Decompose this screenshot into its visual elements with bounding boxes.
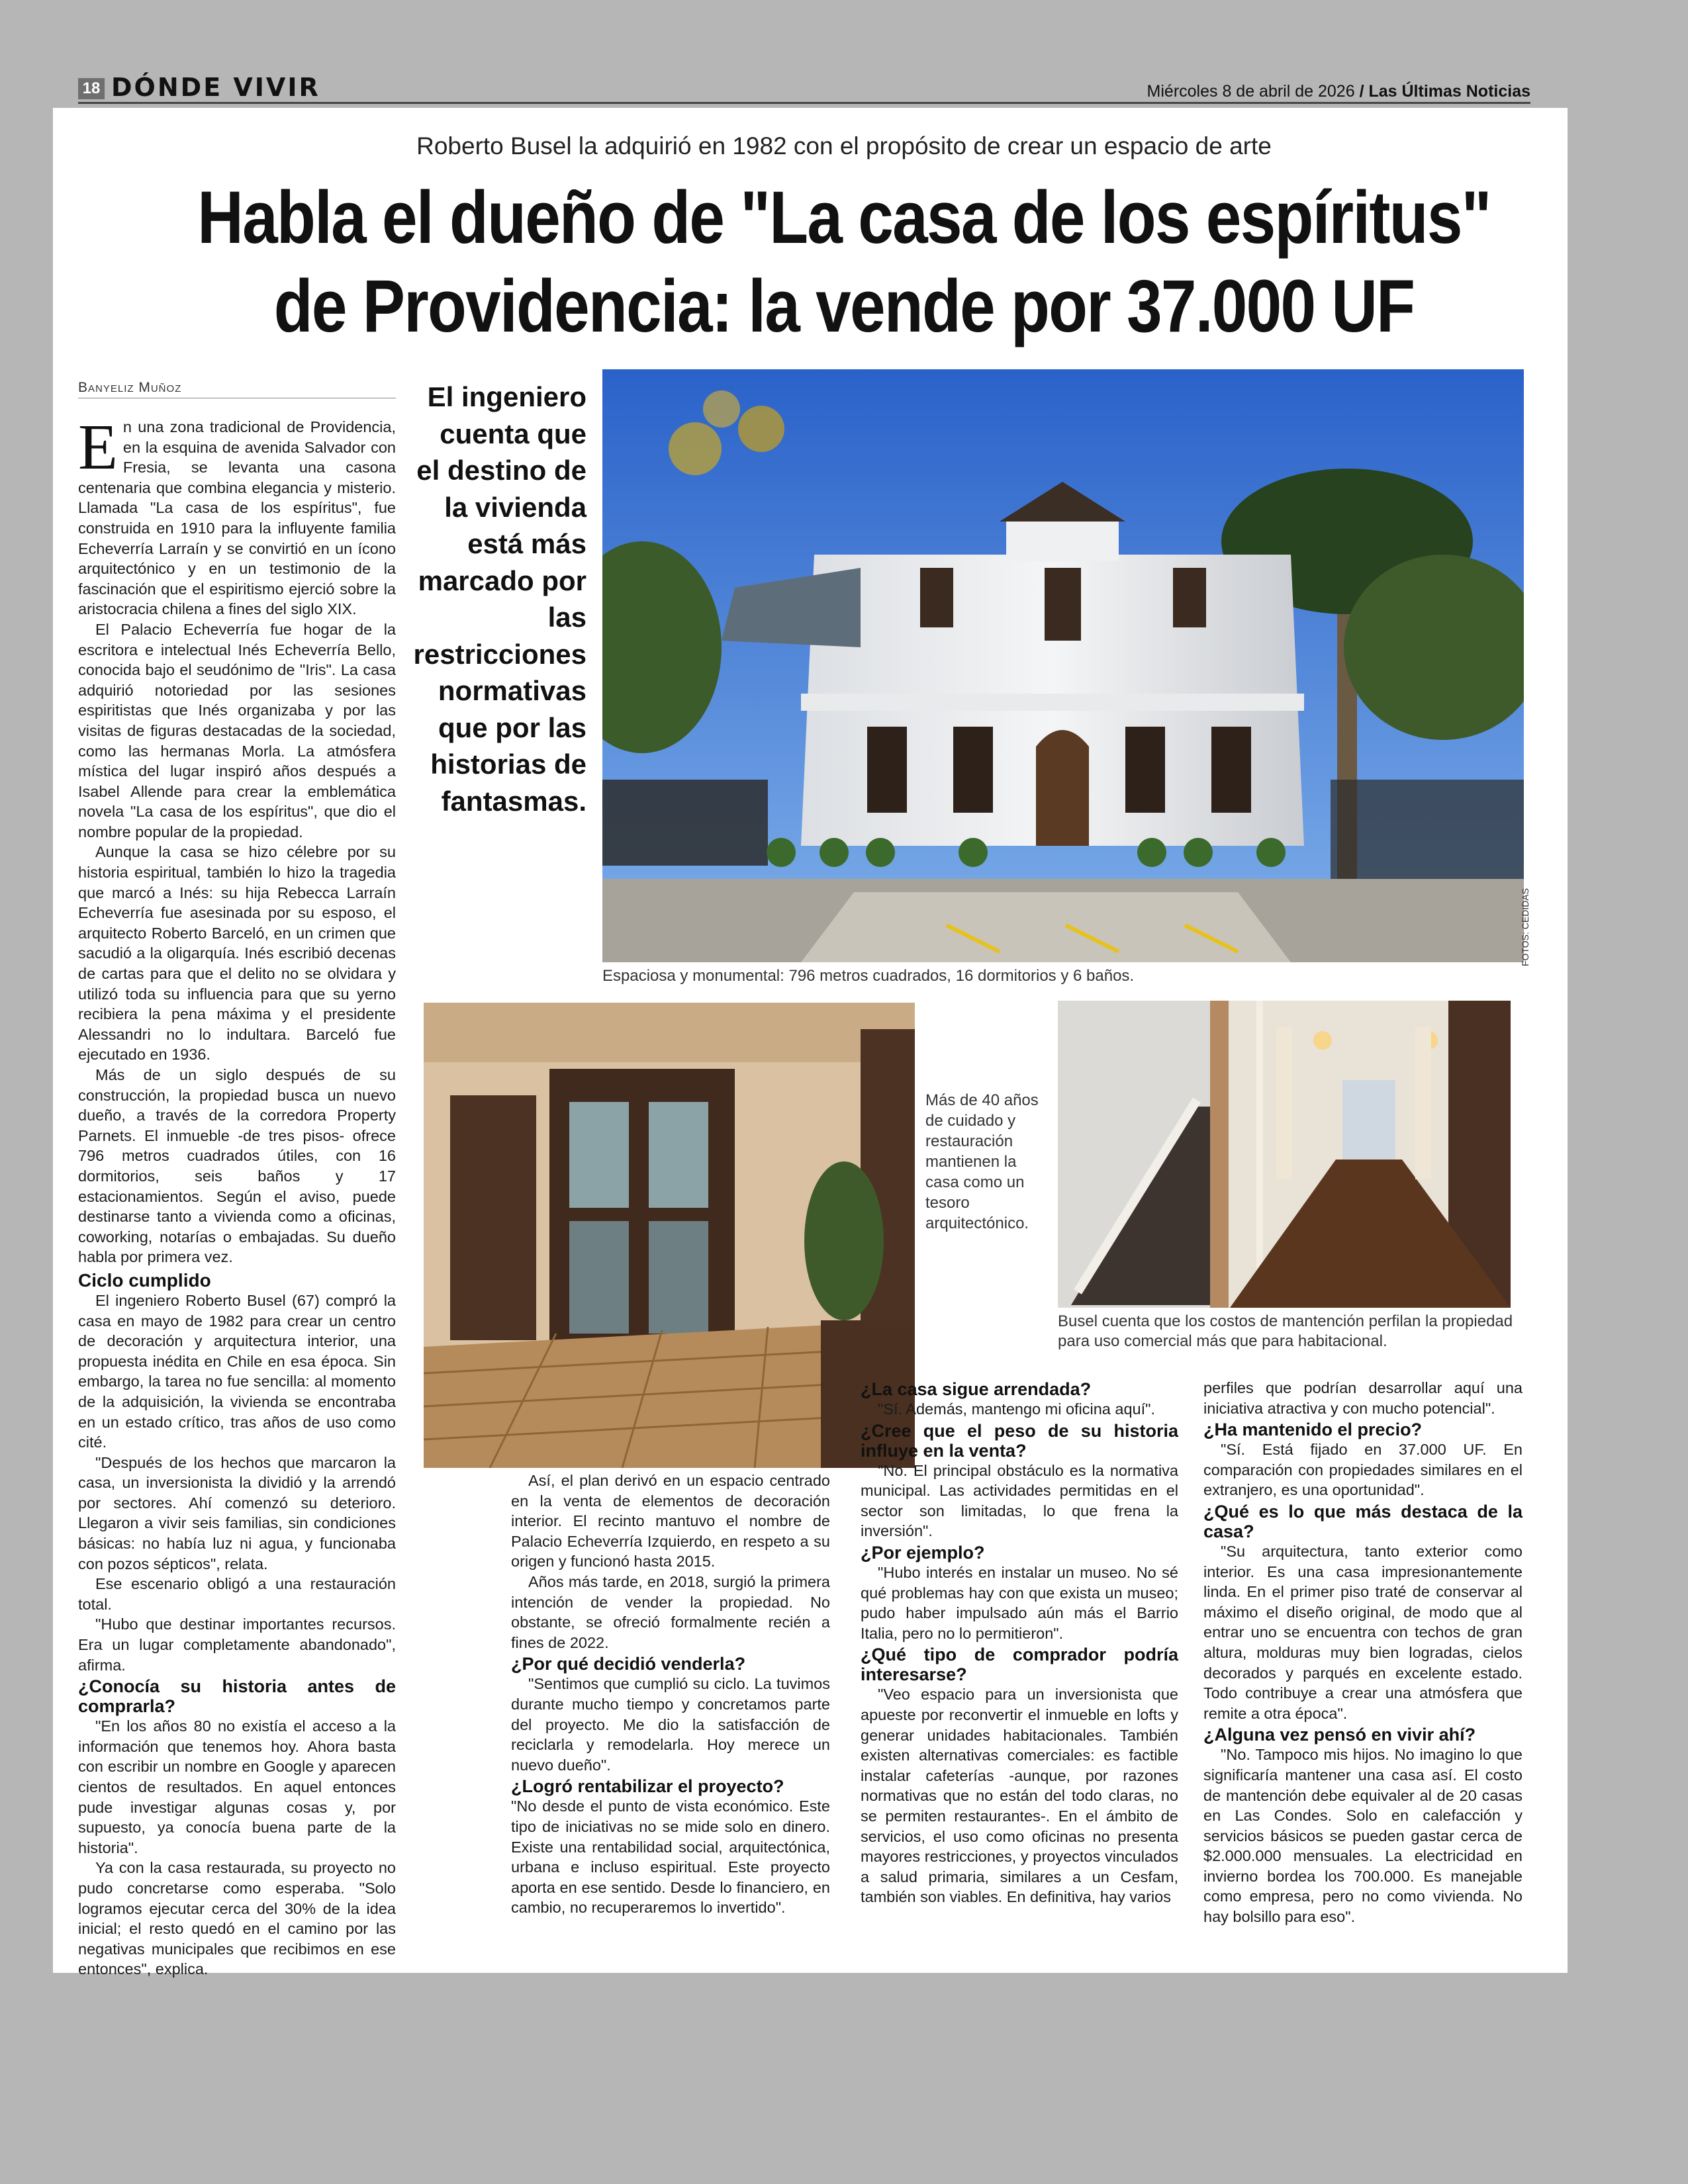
question: ¿Cree que el peso de su historia influye en la venta?	[861, 1420, 1178, 1461]
paragraph: "En los años 80 no existía el acceso a la información que tenemos hoy. Ahora basta con escribir un nombre en Google y aparecen cientos de resultados. En aquel entonces pude investigar algunas cosas y, por supuesto, ya conocía buena parte de la historia".	[78, 1717, 396, 1856]
caption-middle: Más de 40 años de cuidado y restauración mantienen la casa como un tesoro arquitectónico.	[925, 1091, 1039, 1232]
issue-date: Miércoles 8 de abril de 2026	[1147, 82, 1355, 101]
paragraph: El Palacio Echeverría fue hogar de la escritora e intelectual Inés Echeverría Bello, conocida bajo el seudónimo de "Iris". La casa adquirió notoriedad por las sesiones espiritistas que Inés organizaba y por las visitas de figuras destacadas de la sociedad, como las hermanas Morla. La atmósfera mística del lugar inspiró años después a Isabel Allende para crear la emblemática novela "La casa de los espíritus", que dio el nombre popular de la propiedad.	[78, 620, 396, 841]
date-line	[1086, 82, 1530, 101]
answer: perfiles que podrían desarrollar aquí una iniciativa atractiva y con mucho potencial".	[1203, 1379, 1523, 1417]
headline-line-1: Habla el dueño de "La casa de los espíritus"	[197, 176, 1491, 259]
question: ¿Conocía su historia antes de comprarla?	[78, 1676, 396, 1717]
question: ¿Alguna vez pensó en vivir ahí?	[1203, 1725, 1476, 1745]
header-rule	[78, 102, 1530, 104]
paragraph: "Después de los hechos que marcaron la casa, un inversionista la dividió y la arrendó por sectores. Ahí comenzó su deterioro. Llegaron a vivir seis familias, sin condiciones básicas: no había luz ni agua, y funcionaba con pozos sépticos", relata.	[78, 1453, 396, 1572]
question: ¿Qué es lo que más destaca de la casa?	[1203, 1501, 1523, 1541]
date-separator: /	[1359, 82, 1364, 101]
paragraph: Así, el plan derivó en un espacio centrado en la venta de elementos de decoración interior. El recinto mantuvo el nombre de Palacio Echeverría Izquierdo, en respeto a su origen y funcionó hasta 2015.	[511, 1472, 830, 1570]
pull-quote: El ingeniero cuenta que el destino de la vivienda está más marcado por las restricciones normativas que por las historias de fantasmas.	[413, 381, 586, 817]
paragraph: Ese escenario obligó a una restauración total.	[78, 1575, 396, 1613]
section-title: DÓNDE VIVIR	[111, 73, 320, 102]
column-4	[1203, 1378, 1523, 1927]
paragraph: "Hubo que destinar importantes recursos. Era un lugar completamente abandonado", afirma.	[78, 1615, 396, 1674]
answer: "Sentimos que cumplió su ciclo. La tuvimos durante mucho tiempo y concretamos parte del proyecto. Me dio la satisfacción de reciclarla y remodelarla. Hoy merece un nuevo dueño".	[511, 1675, 830, 1774]
question: ¿Ha mantenido el precio?	[1203, 1420, 1423, 1440]
paragraph: Más de un siglo después de su construcción, la propiedad busca un nuevo dueño, a través de la corredora Property Parnets. El inmueble -de tres pisos- ofrece 796 metros cuadrados útiles, con 16 dormitorios, seis baños y 17 estacionamientos. Según el aviso, puede destinarse tanto a vivienda como a oficinas, coworking, notarías o embajadas. Su dueño habla por primera vez.	[78, 1066, 396, 1266]
column-2	[511, 1471, 830, 1918]
answer: "Sí. Está fijado en 37.000 UF. En comparación con propiedades similares en el extranjero, es una oportunidad".	[1203, 1441, 1523, 1499]
photo-credit: FOTOS: CEDIDAS	[1520, 888, 1530, 966]
headline-line-2: de Providencia: la vende por 37.000 UF	[273, 265, 1415, 347]
house-exterior-photo	[602, 369, 1524, 962]
answer: "Su arquitectura, tanto exterior como interior. Es una casa impresionantemente linda. En el primer piso traté de conservar al máximo el diseño original, de modo que al entrar uno se encuentra con techos de gran altura, molduras muy bien logradas, cielos decorados y parqués en excelente estado. Todo contribuye a crear una atmósfera que remite a otra época".	[1203, 1542, 1523, 1722]
kicker: Roberto Busel la adquirió en 1982 con el propósito de crear un espacio de arte	[416, 132, 1272, 159]
column-1	[78, 412, 396, 1979]
subhead: Ciclo cumplido	[78, 1269, 211, 1291]
byline: Banyeliz Muñoz	[78, 380, 396, 398]
answer: "Veo espacio para un inversionista que apueste por reconvertir el inmueble en lofts y generar unidades habitacionales. También existen alternativas comerciales: es factible instalar cafeterías -aunque, por razones normativas que no están del todo claras, no se permiten restaurantes-. En el ámbito de servicios, el uso como oficinas no presenta mayores restricciones, y proyectos vinculados a salud primaria, similares a un Cesfam, también son viables. En definitiva, hay varios	[861, 1686, 1178, 1906]
newspaper-name: Las Últimas Noticias	[1368, 82, 1530, 101]
paragraph: En una zona tradicional de Providencia, en la esquina de avenida Salvador con Fresia, se levanta una casona centenaria que combina elegancia y misterio. Llamada "La casa de los espíritus", fue construida en 1910 para la influyente familia Echeverría Larraín y se convirtió en un ícono arquitectónico y en un testimonio de la fascinación que el espiritismo ejerció sobre la aristocracia chilena a fines del siglo XIX.	[78, 412, 396, 618]
interior-hall-image	[424, 1003, 915, 1468]
question: ¿Qué tipo de comprador podría interesarse?	[861, 1645, 1178, 1685]
caption-right: Busel cuenta que los costos de mantención perfilan la propiedad para uso comercial más que para habitacional.	[1058, 1312, 1513, 1350]
house-exterior-image	[602, 369, 1524, 962]
headline	[152, 173, 1536, 351]
question: ¿Por ejemplo?	[861, 1542, 985, 1563]
interior-hall-photo	[424, 1003, 915, 1468]
paragraph: Años más tarde, en 2018, surgió la primera intención de vender la propiedad. No obstante, se ofreció formalmente recién a fines de 2022.	[511, 1572, 830, 1651]
caption-main: Espaciosa y monumental: 796 metros cuadrados, 16 dormitorios y 6 baños.	[602, 967, 1135, 985]
answer: "Hubo interés en instalar un museo. No sé qué problemas hay con que exista un museo; pudo haber impulsado aún más el Barrio Italia, pero no lo permitieron".	[861, 1563, 1178, 1642]
column-3	[861, 1378, 1178, 1907]
answer: "No. El principal obstáculo es la normativa municipal. Las actividades permitidas en el sector son limitadas, lo que frena la inversión".	[861, 1461, 1178, 1540]
question: ¿Por qué decidió venderla?	[511, 1654, 746, 1674]
paragraph: Ya con la casa restaurada, su proyecto no pudo concretarse como esperaba. "Solo logramos ejecutar cerca del 30% de la idea inicial; el resto quedó en el camino por las negativas municipales que recibimos en ese entonces", explica.	[78, 1859, 396, 1978]
question: ¿Logró rentabilizar el proyecto?	[511, 1776, 784, 1797]
answer: "No desde el punto de vista económico. Este tipo de iniciativas no se mide solo en dinero. Existe una rentabilidad social, arquitectónica, urbana e incluso espiritual. Este proyecto aporta en ese sentido. Desde lo financiero, en cambio, no recuperaremos lo invertido".	[511, 1797, 830, 1917]
staircase-corridor-image	[1058, 1001, 1511, 1308]
paragraph: El ingeniero Roberto Busel (67) compró la casa en mayo de 1982 para crear un centro de decoración y arquitectura interior, una propuesta inédita en Chile en esa época. Sin embargo, la tarea no fue sencilla: al momento de la adquisición, la vivienda se encontraba en un estado crítico, tras años de uso como cité.	[78, 1291, 396, 1451]
question: ¿La casa sigue arrendada?	[861, 1379, 1092, 1399]
answer: "No. Tampoco mis hijos. No imagino lo que significaría mantener una casa así. El costo de mantención debe equivaler al de 20 casas en Las Condes. Solo en calefacción y servicios básicos se pueden gastar cerca de $2.000.000 mensuales. La electricidad en invierno bordea los 700.000. Es manejable como empresa, pero no como vivienda. No hay bolsillo para eso".	[1203, 1746, 1523, 1926]
staircase-corridor-photo	[1058, 1001, 1511, 1308]
page-number: 18	[78, 78, 105, 99]
drop-cap: E	[78, 412, 118, 483]
paragraph: Aunque la casa se hizo célebre por su historia espiritual, también lo hizo la tragedia que marcó a Inés: su hija Rebecca Larraín Echeverría fue asesinada por su esposo, el arquitecto Roberto Barceló, en un crimen que sacudió a la oligarquía. Inés escribió decenas de cartas para que el delito no se olvidara y utilizó toda su influencia para que su yerno recibiera la pena máxima y el presidente Alessandri no lo indultara. Barceló fue ejecutado en 1936.	[78, 843, 396, 1064]
answer: "Sí. Además, mantengo mi oficina aquí".	[878, 1400, 1156, 1418]
